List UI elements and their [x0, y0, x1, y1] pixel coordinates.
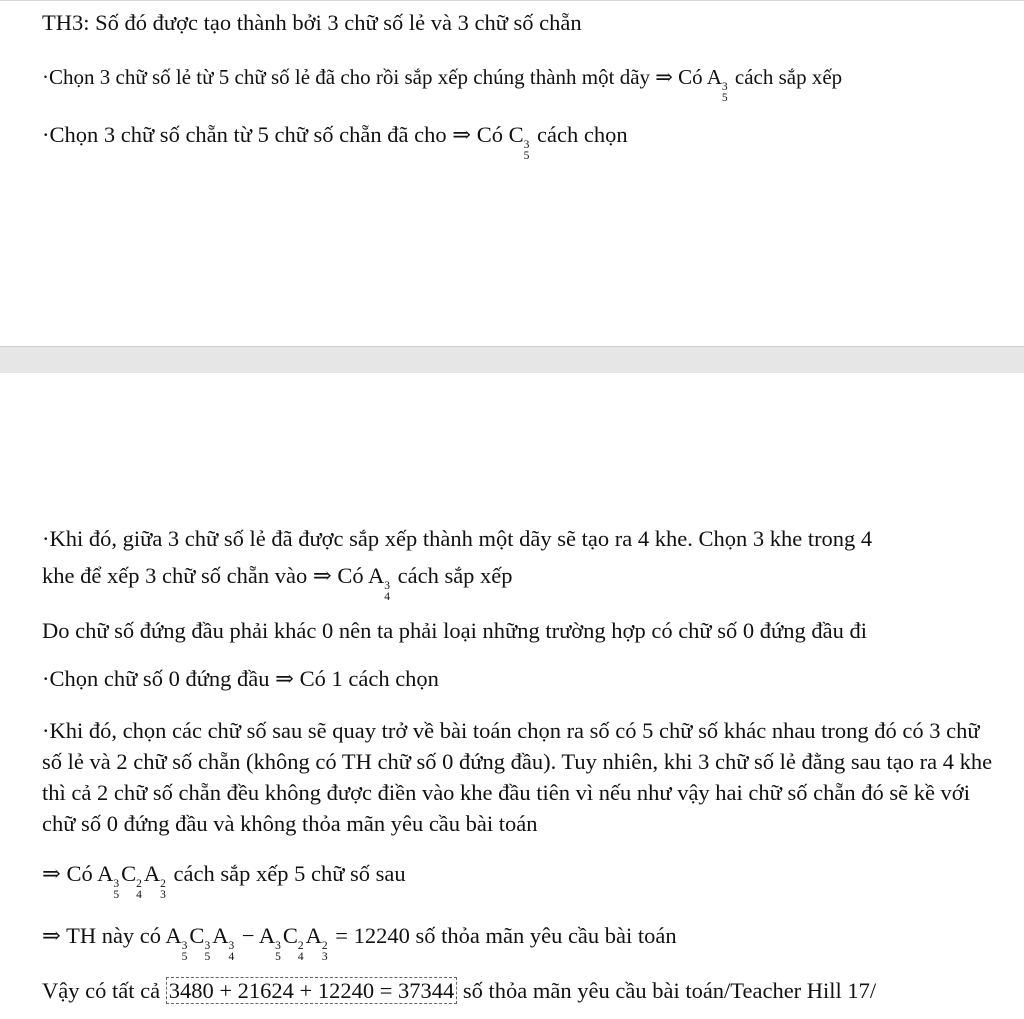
formula-C53: C 3 5 [508, 122, 530, 162]
bullet-zero-first: ·Chọn chữ số 0 đứng đầu ⇒ Có 1 cách chọn [42, 666, 439, 691]
case-heading: TH3: Số đó được tạo thành bởi 3 chữ số lẻ và 3 chữ số chẵn [42, 10, 582, 35]
para-slots-line2: khe để xếp 3 chữ số chẵn vào ⇒ Có A 3 4 cách sắp xếp [42, 563, 513, 603]
document-page-1 [0, 0, 1024, 347]
document-page-2 [0, 373, 1024, 1019]
page-separator [0, 346, 1024, 374]
para-final-answer: Vậy có tất cả 3480 + 21624 + 12240 = 37344 số thỏa mãn yêu cầu bài toán/Teacher Hill 17/ [42, 978, 877, 1003]
para-slots-line1: ·Khi đó, giữa 3 chữ số lẻ đã được sắp xếp thành một dãy sẽ tạo ra 4 khe. Chọn 3 khe trong 4 [42, 526, 873, 551]
bullet-choose-even: ·Chọn 3 chữ số chẵn từ 5 chữ số chẵn đã cho ⇒ Có C 3 5 cách chọn [42, 122, 628, 162]
formula-A53-C42-A32: A 3 5 C 2 4 A 2 3 [97, 861, 166, 901]
para-arrangement-count: ⇒ Có A 3 5 C 2 4 A 2 3 cách sắp xếp 5 chữ số sau [42, 861, 406, 901]
final-sum-formula: 3480 + 21624 + 12240 = 37344 [166, 977, 458, 1004]
bullet-choose-odd: ·Chọn 3 chữ số lẻ từ 5 chữ số lẻ đã cho rồi sắp xếp chúng thành một dãy ⇒ Có A 3 5 cách sắp xếp [42, 65, 843, 104]
formula-A43: A 3 4 [367, 563, 390, 603]
formula-A53: A 3 5 [706, 65, 728, 104]
para-explanation: ·Khi đó, chọn các chữ số sau sẽ quay trở về bài toán chọn ra số có 5 chữ số khác nhau trong đó có 3 chữ số lẻ và 2 chữ số chẵn (không có TH chữ số 0 đứng đầu). Tuy nhiên, khi 3 chữ số lẻ đằng sau tạo ra 4 khe thì cả 2 chữ số chẵn đều không được điền vào khe đầu tiên vì nếu như vậy hai chữ số chẵn đó sẽ kề với chữ số 0 đứng đầu và không thỏa mãn yêu cầu bài toán [42, 718, 993, 836]
formula-case-difference: A 3 5 C 3 5 A 3 4 − A 3 5 C 2 4 A 2 3 [165, 923, 328, 963]
para-case-total: ⇒ TH này có A 3 5 C 3 5 A 3 4 − A 3 5 C 2 4 A 2 3 = 12240 số thỏa mãn yêu cầu bài toán [42, 923, 677, 963]
para-exclude-zero: Do chữ số đứng đầu phải khác 0 nên ta phải loại những trường hợp có chữ số 0 đứng đầu đi [42, 618, 867, 643]
